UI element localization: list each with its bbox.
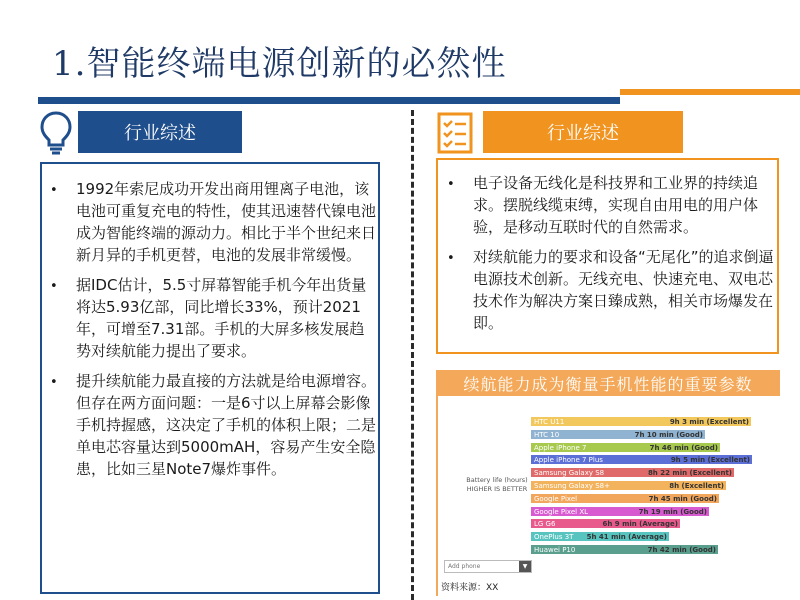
left-bullet-list (44, 178, 378, 488)
chart-axis-title (466, 476, 528, 494)
chart-data-label: 9h 5 min (Excellent) (670, 456, 750, 465)
tab-industry-overview-left: 行业综述 (78, 111, 242, 153)
column-divider (411, 110, 414, 600)
chart-bar-label: OnePlus 3T (534, 533, 574, 542)
bullet-text: 对续航能力的要求和设备“无尾化”的追求倒逼电源技术创新。无线充电、快速充电、双电芯技术作为解决方案日臻成熟，相关市场爆发在即。 (473, 248, 774, 332)
lightbulb-icon (38, 110, 74, 156)
bullet-dot-icon: • (447, 251, 455, 266)
chart-subtitle: HIGHER IS BETTER (466, 485, 528, 493)
checklist-icon (437, 112, 473, 154)
chart-bar-label: Google Pixel (534, 494, 578, 503)
chart-title: Battery life (hours) (466, 476, 528, 484)
chart-bar-label: Apple iPhone 7 (534, 443, 587, 452)
chart-bar-label: HTC U11 (534, 418, 565, 426)
list-item (44, 178, 378, 266)
bullet-text: 电子设备无线化是科技界和工业界的持续追求。摆脱线缆束缚，实现自由用电的用户体验，是移动互联时代的自然需求。 (473, 174, 759, 236)
bullet-dot-icon: • (50, 279, 58, 294)
chart-data-label: 9h 3 min (Excellent) (669, 418, 749, 426)
chart-bar-label: Samsung Galaxy S8+ (534, 482, 610, 490)
chart-bar-label: Google Pixel XL (534, 507, 589, 516)
bullet-text: 1992年索尼成功开发出商用锂离子电池，该电池可重复充电的特性，使其迅速替代镍电池成为智能终端的源动力。相比于半个世纪来日新月异的手机更替，电池的发展非常缓慢。 (76, 180, 377, 264)
chart-data-label: 5h 41 min (Average) (586, 533, 667, 542)
page-title: 1.智能终端电源创新的必然性 (52, 44, 507, 84)
add-phone-select[interactable] (444, 560, 532, 573)
chart-data-label: 7h 45 min (Good) (648, 494, 717, 503)
bullet-text: 据IDC估计，5.5寸屏幕智能手机今年出货量将达5.93亿部，同比增长33%，预计2021年，可增至7.31部。手机的大屏多核发展趋势对续航能力提出了要求。 (76, 276, 367, 360)
chart-data-label: 7h 46 min (Good) (649, 443, 718, 452)
list-item (44, 274, 378, 362)
chart-bar-label: Huawei P10 (534, 546, 576, 554)
tab-industry-overview-right: 行业综述 (483, 111, 683, 153)
title-rule-orange (620, 89, 800, 95)
chevron-down-icon[interactable]: ▼ (519, 561, 531, 572)
bullet-dot-icon: • (50, 375, 58, 390)
chart-data-label: 7h 19 min (Good) (638, 507, 707, 516)
source-note: 资料来源：XX (441, 583, 499, 593)
chart-bar-label: HTC 10 (534, 430, 560, 439)
chart-data-label: 7h 10 min (Good) (634, 430, 703, 439)
chart-bar-label: Apple iPhone 7 Plus (534, 456, 603, 465)
bullet-text: 提升续航能力最直接的方法就是给电源增容。但存在两方面问题：一是6寸以上屏幕会影像手机持握感，这决定了手机的体积上限；二是单电芯容量达到5000mAH，容易产生安全隐患，比如三星Note7爆炸事件。 (76, 372, 377, 478)
title-rule-blue (38, 97, 620, 104)
bullet-dot-icon: • (447, 177, 455, 192)
chart-bar-label: Samsung Galaxy S8 (534, 469, 605, 478)
bullet-dot-icon: • (50, 183, 58, 198)
chart-bar-label: LG G6 (534, 520, 556, 529)
chart-data-label: 6h 9 min (Average) (602, 520, 678, 529)
list-item (44, 370, 378, 480)
list-item (441, 172, 777, 238)
chart-data-label: 8h 22 min (Excellent) (647, 469, 732, 478)
add-phone-label: Add phone (448, 563, 481, 570)
chart-data-label: 7h 42 min (Good) (647, 546, 716, 554)
right-bullet-list (441, 172, 777, 342)
chart-banner: 续航能力成为衡量手机性能的重要参数 (436, 370, 780, 396)
list-item (441, 246, 777, 334)
chart-data-label: 8h (Excellent) (669, 482, 724, 490)
